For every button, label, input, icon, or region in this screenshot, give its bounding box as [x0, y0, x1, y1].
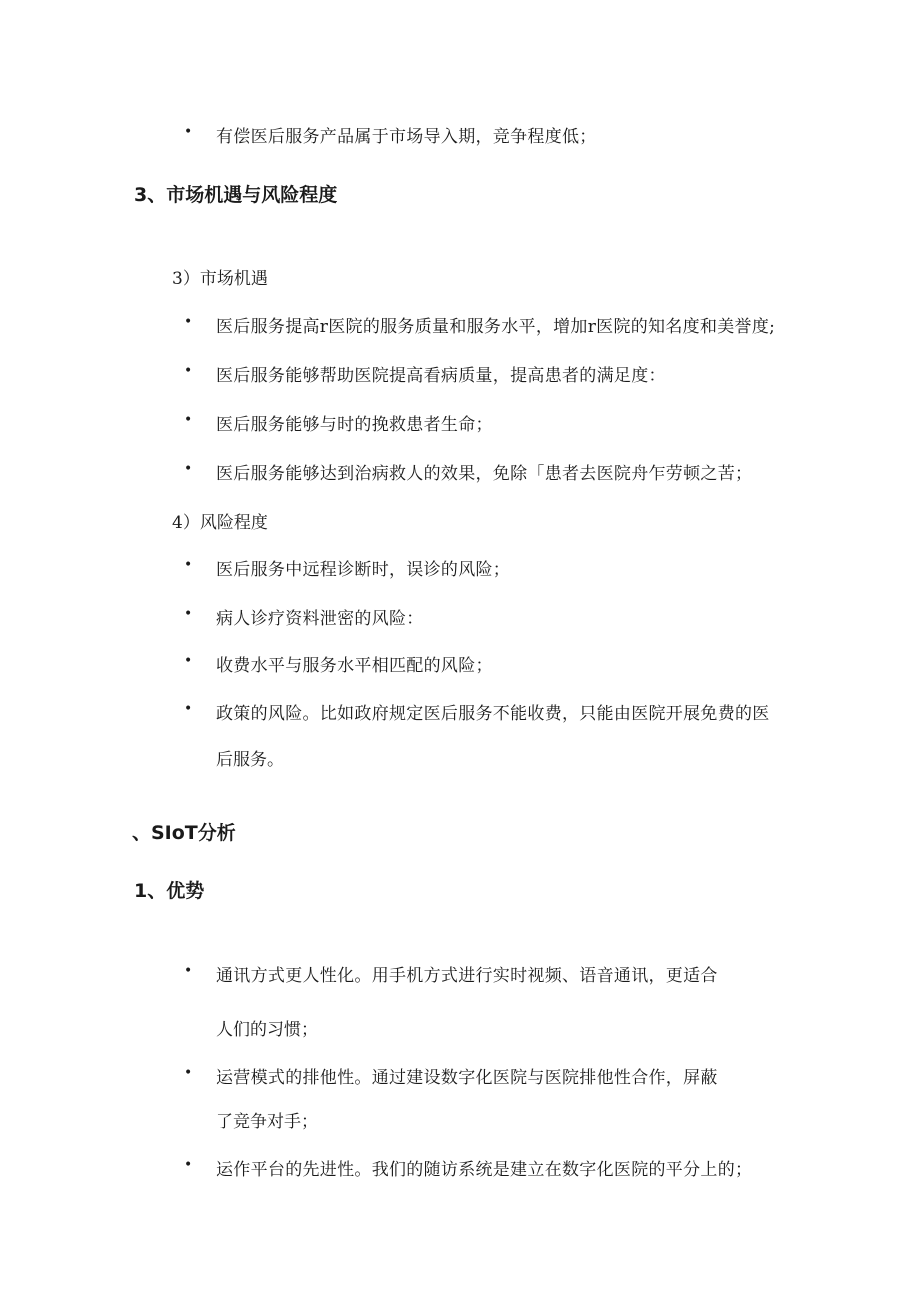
- strengths-title: 1、优势: [134, 880, 205, 902]
- risks-label: 4）风险程度: [172, 513, 268, 533]
- opportunity-item: 医后服务能够达到治病救人的效果，免除「患者去医院舟乍劳顿之苦；: [216, 464, 753, 484]
- section-3-title: 3、市场机遇与风险程度: [134, 184, 338, 206]
- strength-item: 通讯方式更人性化。用手机方式进行实时视频、语音通讯，更适合: [216, 966, 718, 986]
- strength-item-continuation: 了竞争对手；: [216, 1112, 318, 1132]
- bullet-icon: •: [184, 701, 193, 717]
- bullet-icon: •: [184, 124, 193, 140]
- swot-title: 、SIoT分析: [132, 822, 236, 844]
- opportunities-label: 3）市场机遇: [172, 269, 268, 289]
- risk-item: 收费水平与服务水平相匹配的风险；: [216, 656, 493, 676]
- risk-item: 政策的风险。比如政府规定医后服务不能收费，只能由医院开展免费的医: [216, 704, 770, 724]
- risk-item: 病人诊疗资料泄密的风险：: [216, 609, 424, 629]
- bullet-icon: •: [184, 363, 193, 379]
- bullet-icon: •: [184, 963, 193, 979]
- opportunity-item: 医后服务提高r医院的服务质量和服务水平，增加r医院的知名度和美誉度;: [216, 317, 776, 337]
- top-item: 有偿医后服务产品属于市场导入期，竞争程度低；: [216, 127, 597, 147]
- bullet-icon: •: [184, 557, 193, 573]
- strength-item: 运营模式的排他性。通过建设数字化医院与医院排他性合作，屏蔽: [216, 1068, 718, 1088]
- bullet-icon: •: [184, 412, 193, 428]
- opportunity-item: 医后服务能够与时的挽救患者生命；: [216, 415, 493, 435]
- strength-item-continuation: 人们的习惯；: [216, 1020, 318, 1040]
- risk-item-continuation: 后服务。: [216, 750, 284, 770]
- bullet-icon: •: [184, 1065, 193, 1081]
- strength-item: 运作平台的先进性。我们的随访系统是建立在数字化医院的平分上的；: [216, 1160, 753, 1180]
- bullet-icon: •: [184, 606, 193, 622]
- bullet-icon: •: [184, 461, 193, 477]
- bullet-icon: •: [184, 1157, 193, 1173]
- opportunity-item: 医后服务能够帮助医院提高看病质量，提高患者的满足度：: [216, 366, 666, 386]
- risk-item: 医后服务中远程诊断时，误诊的风险；: [216, 560, 511, 580]
- bullet-icon: •: [184, 314, 193, 330]
- bullet-icon: •: [184, 653, 193, 669]
